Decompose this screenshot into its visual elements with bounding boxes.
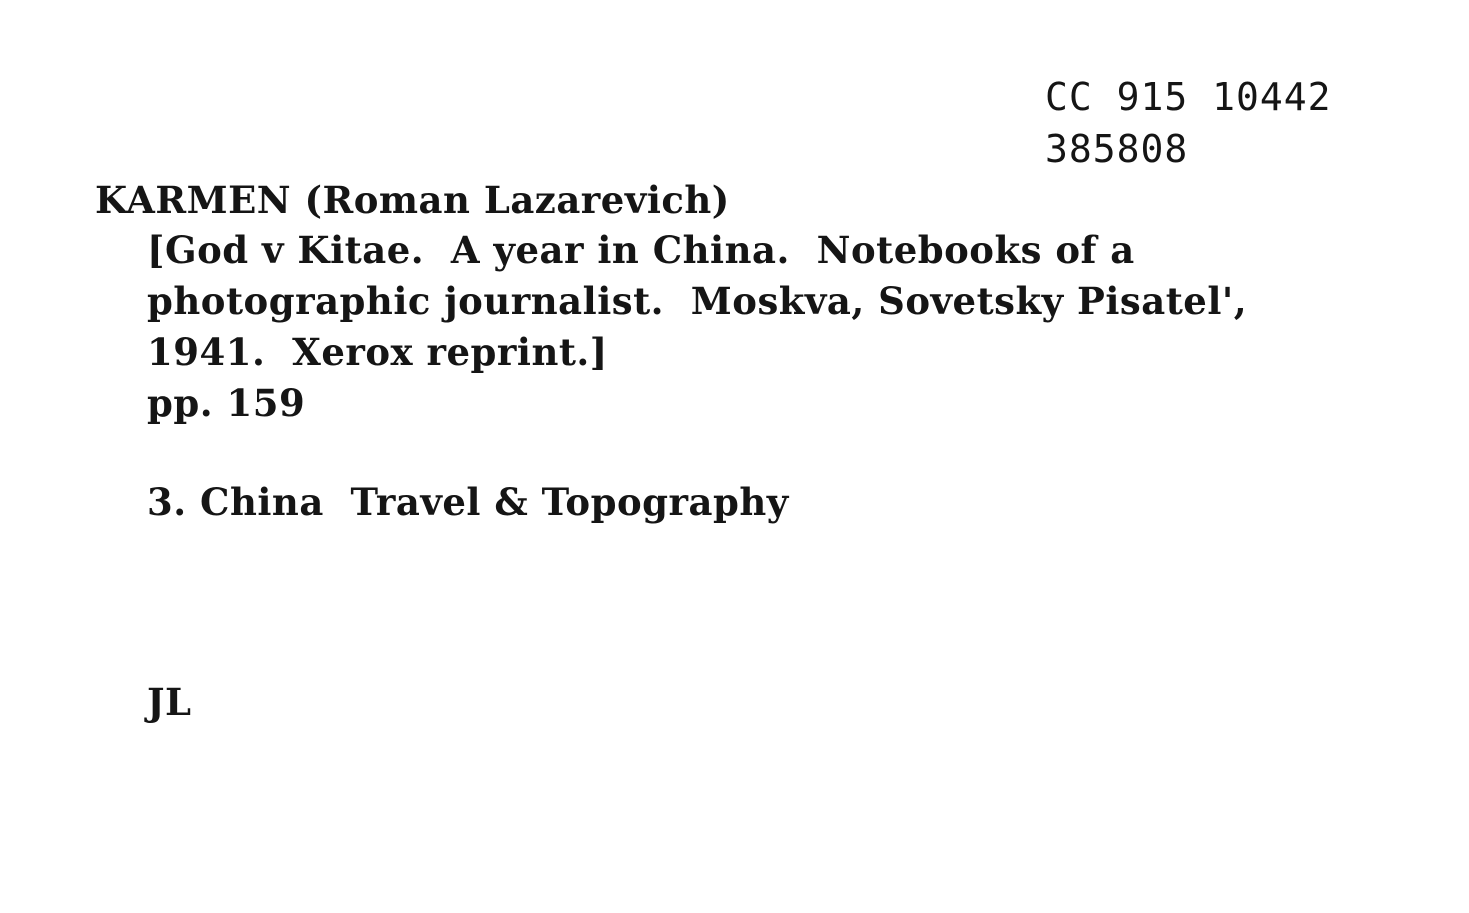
shelfmark-line-1: CC 915 10442	[1045, 75, 1332, 119]
pagination: pp. 159	[147, 381, 306, 425]
title-line-3: 1941. Xerox reprint.]	[147, 330, 608, 374]
shelfmark-line-2: 385808	[1045, 127, 1189, 171]
author-heading: KARMEN (Roman Lazarevich)	[95, 178, 730, 222]
title-line-1: [God v Kitae. A year in China. Notebooks of a	[147, 228, 1135, 272]
cataloguer-initials: JL	[147, 680, 192, 724]
title-line-2: photographic journalist. Moskva, Sovetsky Pisatel',	[147, 279, 1248, 323]
subject-heading: 3. China Travel & Topography	[147, 480, 789, 524]
